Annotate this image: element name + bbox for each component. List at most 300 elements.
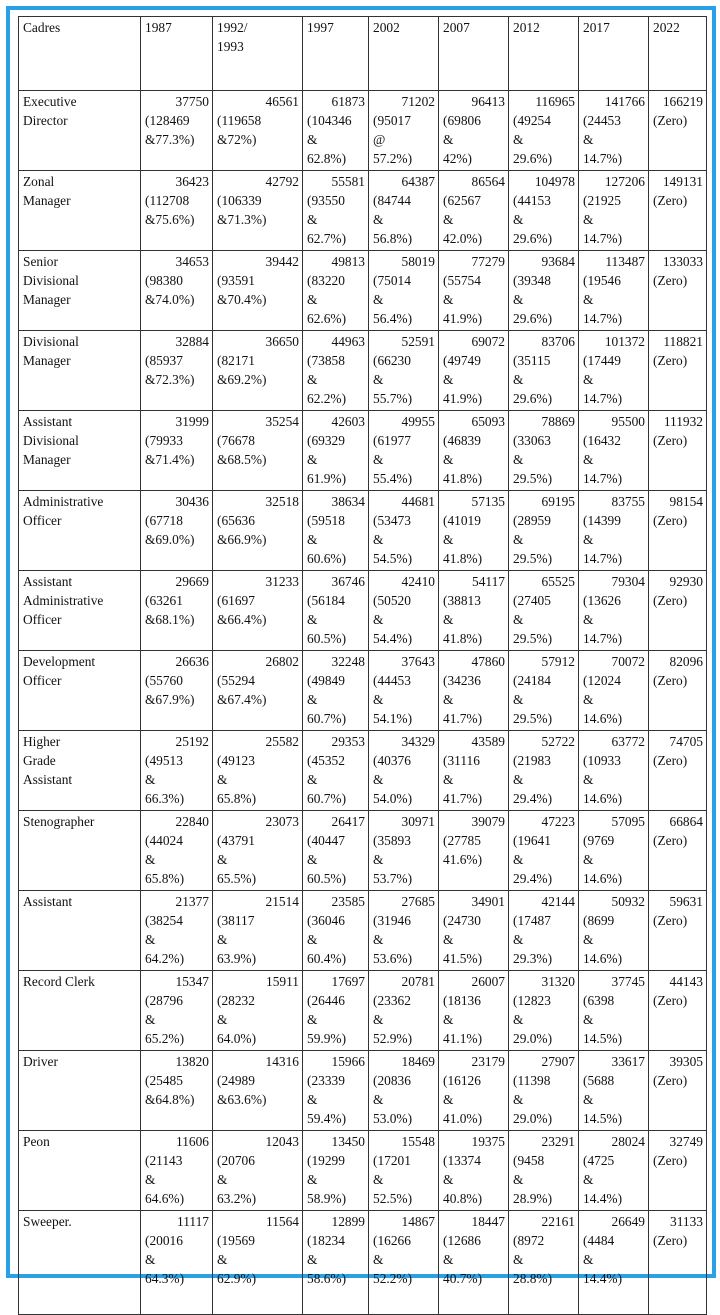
- cell-text: Assistant: [23, 894, 73, 909]
- cell-value: 96413: [471, 94, 505, 109]
- cell-value: 46561: [265, 94, 299, 109]
- cell-value: 15911: [266, 974, 299, 989]
- cell-detail: (17487: [513, 913, 551, 928]
- cell-value: 36746: [331, 574, 365, 589]
- cell-detail: (18234: [307, 1233, 345, 1248]
- cell-detail: 14.7%): [583, 471, 623, 486]
- cell-value: 69072: [471, 334, 505, 349]
- cell-value: 21377: [175, 894, 209, 909]
- value-cell: [369, 251, 439, 331]
- cell-detail: (59518: [307, 513, 345, 528]
- cell-detail: (16432: [583, 433, 621, 448]
- cell-value: 118821: [663, 334, 703, 349]
- value-cell: [579, 1131, 649, 1211]
- cadre-cell: [19, 491, 141, 571]
- cell-detail: 41.8%): [443, 551, 483, 566]
- cell-detail: 60.4%): [307, 951, 347, 966]
- cell-detail: &: [513, 292, 524, 307]
- cell-detail: 29.5%): [513, 551, 553, 566]
- cadre-cell: [19, 1211, 141, 1315]
- cell-value: 17697: [331, 974, 365, 989]
- cell-detail: &: [513, 1252, 524, 1267]
- cell-value: 54117: [472, 574, 505, 589]
- value-cell: [579, 331, 649, 411]
- value-cell: [439, 1131, 509, 1211]
- cell-value: 113487: [605, 254, 645, 269]
- cell-text: Manager: [23, 292, 71, 307]
- value-cell: [141, 171, 213, 251]
- cell-text: 1997: [307, 20, 334, 35]
- value-cell: [509, 731, 579, 811]
- value-cell: [369, 731, 439, 811]
- cell-value: 11117: [177, 1214, 209, 1229]
- cell-detail: &: [583, 1092, 594, 1107]
- cell-value: 64387: [401, 174, 435, 189]
- cell-detail: (Zero): [653, 1233, 688, 1248]
- value-cell: [141, 811, 213, 891]
- cell-detail: (34236: [443, 673, 481, 688]
- cell-detail: (8972: [513, 1233, 545, 1248]
- cell-detail: 41.9%): [443, 311, 483, 326]
- value-cell: [649, 251, 707, 331]
- cell-detail: (31116: [443, 753, 480, 768]
- cell-detail: &: [443, 772, 454, 787]
- value-cell: [369, 411, 439, 491]
- cell-detail: 29.5%): [513, 711, 553, 726]
- cell-text: Cadres: [23, 20, 61, 35]
- cell-detail: (23339: [307, 1073, 345, 1088]
- value-cell: [439, 971, 509, 1051]
- cell-detail: 62.8%): [307, 151, 347, 166]
- cell-detail: 14.6%): [583, 871, 623, 886]
- cell-detail: (44024: [145, 833, 183, 848]
- cell-value: 34901: [471, 894, 505, 909]
- cell-detail: (65636: [217, 513, 255, 528]
- header-cell: [439, 17, 509, 91]
- cell-value: 15548: [401, 1134, 435, 1149]
- cell-value: 37750: [175, 94, 209, 109]
- table-row: [19, 491, 707, 571]
- cell-detail: &: [307, 372, 318, 387]
- cell-value: 57135: [471, 494, 505, 509]
- cell-value: 29353: [331, 734, 365, 749]
- value-cell: [439, 171, 509, 251]
- cell-detail: (67718: [145, 513, 183, 528]
- cell-value: 52722: [541, 734, 575, 749]
- cell-detail: (36046: [307, 913, 345, 928]
- cell-detail: 41.7%): [443, 791, 483, 806]
- cell-detail: 60.7%): [307, 791, 347, 806]
- cell-text: Executive: [23, 94, 77, 109]
- cell-detail: (49749: [443, 353, 481, 368]
- cell-detail: (35115: [513, 353, 551, 368]
- cell-detail: &68.5%): [217, 452, 267, 467]
- cadre-cell: [19, 651, 141, 731]
- value-cell: [649, 811, 707, 891]
- cell-text: Record Clerk: [23, 974, 95, 989]
- cell-detail: &: [307, 1252, 318, 1267]
- cell-detail: 52.2%): [373, 1271, 413, 1286]
- cell-detail: (19299: [307, 1153, 345, 1168]
- cell-detail: @: [373, 132, 386, 147]
- cell-value: 26417: [331, 814, 365, 829]
- value-cell: [303, 491, 369, 571]
- cell-detail: (Zero): [653, 1073, 688, 1088]
- cell-detail: 53.6%): [373, 951, 413, 966]
- cell-detail: (Zero): [653, 273, 688, 288]
- cell-detail: &: [583, 452, 594, 467]
- value-cell: [579, 971, 649, 1051]
- cell-value: 31133: [670, 1214, 703, 1229]
- table-row: [19, 331, 707, 411]
- cell-detail: 63.9%): [217, 951, 257, 966]
- cell-detail: &: [583, 612, 594, 627]
- cell-detail: (12823: [513, 993, 551, 1008]
- cell-detail: &77.3%): [145, 132, 195, 147]
- cell-text: Assistant: [23, 414, 73, 429]
- cell-detail: (28959: [513, 513, 551, 528]
- cell-detail: (Zero): [653, 993, 688, 1008]
- cell-detail: (Zero): [653, 753, 688, 768]
- cell-detail: (39348: [513, 273, 551, 288]
- cell-value: 52591: [401, 334, 435, 349]
- cell-detail: 41.9%): [443, 391, 483, 406]
- cell-detail: 53.0%): [373, 1111, 413, 1126]
- cell-value: 47860: [471, 654, 505, 669]
- value-cell: [579, 1211, 649, 1315]
- cell-detail: (19546: [583, 273, 621, 288]
- value-cell: [141, 411, 213, 491]
- cell-detail: &: [145, 772, 156, 787]
- value-cell: [213, 251, 303, 331]
- cell-detail: (17449: [583, 353, 621, 368]
- cell-value: 55581: [331, 174, 365, 189]
- cell-detail: 62.9%): [217, 1271, 257, 1286]
- cell-detail: &: [307, 212, 318, 227]
- cell-detail: 59.9%): [307, 1031, 347, 1046]
- cell-detail: (73858: [307, 353, 345, 368]
- cell-value: 32749: [669, 1134, 703, 1149]
- table-row: [19, 571, 707, 651]
- value-cell: [509, 571, 579, 651]
- cadre-cell: [19, 331, 141, 411]
- cell-detail: 14.7%): [583, 551, 623, 566]
- cell-value: 82096: [669, 654, 703, 669]
- cell-detail: 61.9%): [307, 471, 347, 486]
- cell-detail: &: [443, 372, 454, 387]
- cell-detail: (49513: [145, 753, 183, 768]
- value-cell: [649, 891, 707, 971]
- cell-detail: &: [145, 852, 156, 867]
- cell-detail: (17201: [373, 1153, 411, 1168]
- cell-value: 57912: [541, 654, 575, 669]
- cell-value: 101372: [604, 334, 645, 349]
- cell-text: Assistant: [23, 772, 73, 787]
- cadre-cell: [19, 1131, 141, 1211]
- value-cell: [303, 971, 369, 1051]
- cell-value: 25582: [265, 734, 299, 749]
- cell-text: Administrative: [23, 494, 104, 509]
- cell-value: 149131: [662, 174, 703, 189]
- value-cell: [141, 251, 213, 331]
- cell-value: 23291: [541, 1134, 575, 1149]
- cell-detail: (24989: [217, 1073, 255, 1088]
- cell-detail: 65.2%): [145, 1031, 185, 1046]
- cell-detail: &: [217, 932, 228, 947]
- cell-detail: (19641: [513, 833, 551, 848]
- cell-value: 43589: [471, 734, 505, 749]
- cell-value: 42603: [331, 414, 365, 429]
- cell-detail: &: [145, 932, 156, 947]
- cell-detail: (40447: [307, 833, 345, 848]
- value-cell: [303, 651, 369, 731]
- cell-detail: 64.0%): [217, 1031, 257, 1046]
- cell-detail: (46839: [443, 433, 481, 448]
- cell-detail: 63.2%): [217, 1191, 257, 1206]
- cell-detail: (83220: [307, 273, 345, 288]
- cell-detail: 54.1%): [373, 711, 413, 726]
- cell-value: 11606: [176, 1134, 209, 1149]
- value-cell: [649, 491, 707, 571]
- value-cell: [141, 651, 213, 731]
- cell-detail: (25485: [145, 1073, 183, 1088]
- value-cell: [579, 731, 649, 811]
- cell-detail: &: [373, 692, 384, 707]
- cell-detail: (43791: [217, 833, 255, 848]
- cell-value: 39079: [471, 814, 505, 829]
- cell-detail: &67.9%): [145, 692, 195, 707]
- cell-detail: &: [217, 1252, 228, 1267]
- table-row: [19, 1211, 707, 1315]
- cell-detail: &: [513, 132, 524, 147]
- value-cell: [509, 171, 579, 251]
- cell-detail: 60.5%): [307, 871, 347, 886]
- cell-detail: &: [307, 1012, 318, 1027]
- cell-value: 133033: [662, 254, 703, 269]
- cadre-cell: [19, 811, 141, 891]
- cell-detail: 65.5%): [217, 871, 257, 886]
- cell-detail: &: [583, 1012, 594, 1027]
- cell-value: 30971: [401, 814, 435, 829]
- cell-text: Zonal: [23, 174, 55, 189]
- cell-text: Sweeper.: [23, 1214, 72, 1229]
- cell-detail: (44453: [373, 673, 411, 688]
- cadre-cell: [19, 1051, 141, 1131]
- cell-detail: 28.9%): [513, 1191, 553, 1206]
- value-cell: [579, 171, 649, 251]
- cell-text: 1987: [145, 20, 172, 35]
- value-cell: [303, 251, 369, 331]
- value-cell: [649, 651, 707, 731]
- cell-detail: 14.6%): [583, 711, 623, 726]
- cell-detail: 29.6%): [513, 151, 553, 166]
- cell-detail: 29.0%): [513, 1031, 553, 1046]
- cell-detail: &: [443, 1252, 454, 1267]
- value-cell: [439, 491, 509, 571]
- cell-detail: &: [443, 452, 454, 467]
- cell-value: 19375: [471, 1134, 505, 1149]
- cell-detail: (Zero): [653, 1153, 688, 1168]
- cell-value: 33617: [611, 1054, 645, 1069]
- header-cell: [213, 17, 303, 91]
- cell-text: 1993: [217, 39, 244, 54]
- value-cell: [579, 651, 649, 731]
- cell-text: Higher: [23, 734, 61, 749]
- cell-detail: &: [443, 532, 454, 547]
- value-cell: [213, 571, 303, 651]
- cell-detail: (66230: [373, 353, 411, 368]
- cell-detail: &: [443, 212, 454, 227]
- value-cell: [579, 891, 649, 971]
- cell-value: 79304: [611, 574, 645, 589]
- cell-detail: 54.0%): [373, 791, 413, 806]
- cell-text: Director: [23, 113, 68, 128]
- cell-detail: (20836: [373, 1073, 411, 1088]
- cell-detail: &72.3%): [145, 372, 195, 387]
- cell-text: Driver: [23, 1054, 58, 1069]
- cell-detail: (4725: [583, 1153, 615, 1168]
- cell-detail: (24453: [583, 113, 621, 128]
- value-cell: [649, 1051, 707, 1131]
- cell-detail: (104346: [307, 113, 352, 128]
- cell-value: 26802: [265, 654, 299, 669]
- cell-detail: 59.4%): [307, 1111, 347, 1126]
- cell-detail: 28.8%): [513, 1271, 553, 1286]
- cell-detail: 52.5%): [373, 1191, 413, 1206]
- cell-value: 104978: [534, 174, 575, 189]
- cell-detail: 60.6%): [307, 551, 347, 566]
- value-cell: [369, 971, 439, 1051]
- cell-detail: (16266: [373, 1233, 411, 1248]
- cell-detail: &: [217, 852, 228, 867]
- cell-value: 44963: [331, 334, 365, 349]
- cell-value: 31320: [541, 974, 575, 989]
- value-cell: [141, 571, 213, 651]
- cell-detail: 14.6%): [583, 791, 623, 806]
- cell-detail: 14.5%): [583, 1111, 623, 1126]
- value-cell: [579, 811, 649, 891]
- cell-detail: (38117: [217, 913, 255, 928]
- cell-detail: &: [373, 532, 384, 547]
- cell-detail: (Zero): [653, 113, 688, 128]
- cell-detail: 29.3%): [513, 951, 553, 966]
- cell-detail: &: [373, 292, 384, 307]
- cell-detail: (8699: [583, 913, 615, 928]
- cell-detail: &: [443, 692, 454, 707]
- cadre-cell: [19, 891, 141, 971]
- cell-detail: (19569: [217, 1233, 255, 1248]
- cell-value: 39442: [265, 254, 299, 269]
- cell-detail: (44153: [513, 193, 551, 208]
- cell-detail: 40.7%): [443, 1271, 483, 1286]
- cell-detail: 14.5%): [583, 1031, 623, 1046]
- cell-value: 70072: [611, 654, 645, 669]
- cell-value: 111932: [663, 414, 703, 429]
- cell-detail: &: [513, 772, 524, 787]
- cell-text: 1992/: [217, 20, 248, 35]
- cadre-cell: [19, 91, 141, 171]
- cell-detail: (112708: [145, 193, 190, 208]
- cell-detail: &: [583, 932, 594, 947]
- cell-value: 34329: [401, 734, 435, 749]
- cell-detail: 29.4%): [513, 871, 553, 886]
- cell-detail: (75014: [373, 273, 411, 288]
- cell-value: 14316: [265, 1054, 299, 1069]
- table-row: [19, 811, 707, 891]
- value-cell: [509, 331, 579, 411]
- cell-detail: 41.7%): [443, 711, 483, 726]
- cell-value: 95500: [611, 414, 645, 429]
- value-cell: [649, 331, 707, 411]
- cell-detail: &: [513, 852, 524, 867]
- cell-detail: (93591: [217, 273, 255, 288]
- cell-detail: &: [373, 212, 384, 227]
- cell-detail: (12686: [443, 1233, 481, 1248]
- cell-detail: 55.7%): [373, 391, 413, 406]
- cell-value: 166219: [662, 94, 703, 109]
- cell-detail: (55760: [145, 673, 183, 688]
- cell-detail: 29.5%): [513, 631, 553, 646]
- cell-value: 39305: [669, 1054, 703, 1069]
- cell-detail: &: [307, 612, 318, 627]
- cell-detail: 65.8%): [217, 791, 257, 806]
- value-cell: [439, 1051, 509, 1131]
- cell-detail: (6398: [583, 993, 615, 1008]
- cell-detail: (93550: [307, 193, 345, 208]
- cell-detail: &71.3%): [217, 212, 267, 227]
- cell-detail: 65.8%): [145, 871, 185, 886]
- cell-detail: (62567: [443, 193, 481, 208]
- value-cell: [369, 811, 439, 891]
- cell-value: 35254: [265, 414, 299, 429]
- cell-value: 31999: [175, 414, 209, 429]
- value-cell: [213, 1131, 303, 1211]
- header-cell: [141, 17, 213, 91]
- cell-detail: (38254: [145, 913, 183, 928]
- cell-text: Assistant: [23, 574, 73, 589]
- header-cell: [649, 17, 707, 91]
- cell-detail: &: [583, 212, 594, 227]
- cell-value: 34653: [175, 254, 209, 269]
- cell-value: 20781: [401, 974, 435, 989]
- cell-detail: &: [307, 692, 318, 707]
- value-cell: [509, 811, 579, 891]
- cell-detail: 14.6%): [583, 951, 623, 966]
- cell-value: 42792: [265, 174, 299, 189]
- cell-detail: 14.7%): [583, 631, 623, 646]
- cell-text: Divisional: [23, 433, 79, 448]
- cell-detail: &: [373, 1252, 384, 1267]
- cell-detail: &: [217, 1172, 228, 1187]
- value-cell: [213, 731, 303, 811]
- cell-detail: &: [583, 692, 594, 707]
- value-cell: [439, 91, 509, 171]
- value-cell: [509, 91, 579, 171]
- cell-detail: &70.4%): [217, 292, 267, 307]
- cell-detail: 14.7%): [583, 151, 623, 166]
- cell-value: 26007: [471, 974, 505, 989]
- cell-detail: (95017: [373, 113, 411, 128]
- cell-value: 59631: [669, 894, 703, 909]
- cell-value: 12899: [331, 1214, 365, 1229]
- cell-detail: 53.7%): [373, 871, 413, 886]
- value-cell: [213, 1051, 303, 1131]
- cell-detail: &: [307, 1172, 318, 1187]
- cell-detail: (55294: [217, 673, 255, 688]
- cell-detail: (10933: [583, 753, 621, 768]
- value-cell: [649, 971, 707, 1051]
- cadre-cell: [19, 571, 141, 651]
